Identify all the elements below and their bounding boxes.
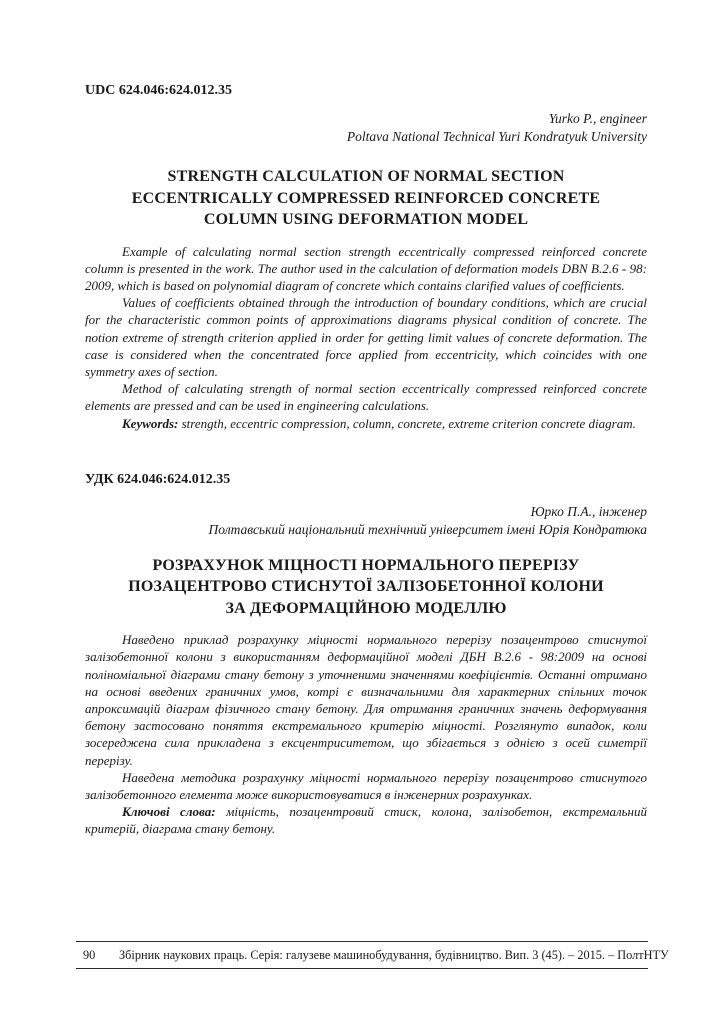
keywords-label-en: Keywords:: [122, 415, 179, 431]
journal-reference: Збірник наукових праць. Серія: галузеве машинобудування, будівництво. Вип. 3 (45). – 2015. – ПолтНТУ: [119, 947, 669, 962]
author-name-en: Yurko P., engineer: [548, 111, 647, 126]
abstract-paragraph: Method of calculating strength of normal section eccentrically compressed reinforced concrete elements are pressed and can be used in engineering calculations.: [85, 381, 647, 414]
title-line: COLUMN USING DEFORMATION MODEL: [203, 211, 529, 228]
author-affiliation-uk: Полтавський національний технічний університет імені Юрія Кондратюка: [208, 521, 647, 537]
udc-number-en: UDC 624.046:624.012.35: [85, 83, 232, 98]
section-ukrainian: [85, 471, 647, 838]
keywords-text-uk: міцність, позацентровий стиск, колона, залізобетон, екстремальний критерій, діаграма стану бетону.: [85, 804, 647, 837]
abstract-paragraph: Наведено приклад розрахунку міцності нормального перерізу позацентрово стиснутої залізобетонної колони з використанням деформаційної моделі ДБН В.2.6 - 98:2009 на основі поліноміальної діаграми стану бетону з уточненими значеннями коефіцієнтів. Останні отримано на основі введених граничних умов, котрі є визначальними для характерних спільних точок апроксимацій діаграм фізичного стану бетону. Для отримання граничних значень деформування бетону застосовано поняття екстремального критерію міцності. Розглянуто випадок, коли зосереджена сила прикладена з ексцентриситетом, що збігається з однією з осей симетрії перерізу.: [85, 632, 647, 768]
page-footer: [76, 941, 669, 969]
keywords-label-uk: Ключові слова:: [122, 804, 216, 820]
author-affiliation-en: Poltava National Technical Yuri Kondratyuk University: [346, 129, 647, 144]
title-line: РОЗРАХУНОК МІЦНОСТІ НОРМАЛЬНОГО ПЕРЕРІЗУ: [152, 556, 580, 574]
abstract-paragraph: Example of calculating normal section strength eccentrically compressed reinforced concrete column is presented in the work. The author used in the calculation of deformation models DBN B.2.6 - 98: 2009, which is based on polynomial diagram of concrete which contains clarified values of coefficients.: [85, 243, 647, 293]
article-title-en: [85, 166, 647, 231]
keywords-en: [85, 415, 647, 432]
title-line: STRENGTH CALCULATION OF NORMAL SECTION: [167, 168, 565, 185]
keywords-text-en: strength, eccentric compression, column, concrete, extreme criterion concrete diagram.: [181, 415, 636, 431]
author-block-en: [85, 110, 647, 146]
author-name-uk: Юрко П.А., інженер: [530, 503, 647, 519]
abstract-en: [85, 243, 647, 432]
author-block-uk: [85, 503, 647, 539]
article-title-uk: [85, 555, 647, 620]
abstract-uk: [85, 631, 647, 837]
abstract-paragraph: Наведена методика розрахунку міцності нормального перерізу позацентрово стиснутого залізобетонного елемента може використовуватися в інженерних розрахунках.: [85, 769, 647, 803]
title-line: ECCENTRICALLY COMPRESSED REINFORCED CONCRETE: [131, 189, 601, 207]
abstract-paragraph: Values of coefficients obtained through the introduction of boundary conditions, which are crucial for the characteristic common points of approximations diagrams physical condition of concrete. The notion extreme of strength criterion applied in order for getting limit values of concrete deformation. The case is considered when the concentrated force applied from eccentricity, which coincides with one symmetry axes of section.: [85, 295, 647, 379]
title-line: ПОЗАЦЕНТРОВО СТИСНУТОЇ ЗАЛІЗОБЕТОННОЇ КОЛОНИ: [128, 578, 604, 596]
section-english: [85, 82, 647, 432]
page-number: 90: [83, 947, 96, 962]
udc-number-uk: УДК 624.046:624.012.35: [85, 471, 231, 487]
title-line: ЗА ДЕФОРМАЦІЙНОЮ МОДЕЛЛЮ: [225, 599, 507, 617]
keywords-uk: [85, 803, 647, 837]
